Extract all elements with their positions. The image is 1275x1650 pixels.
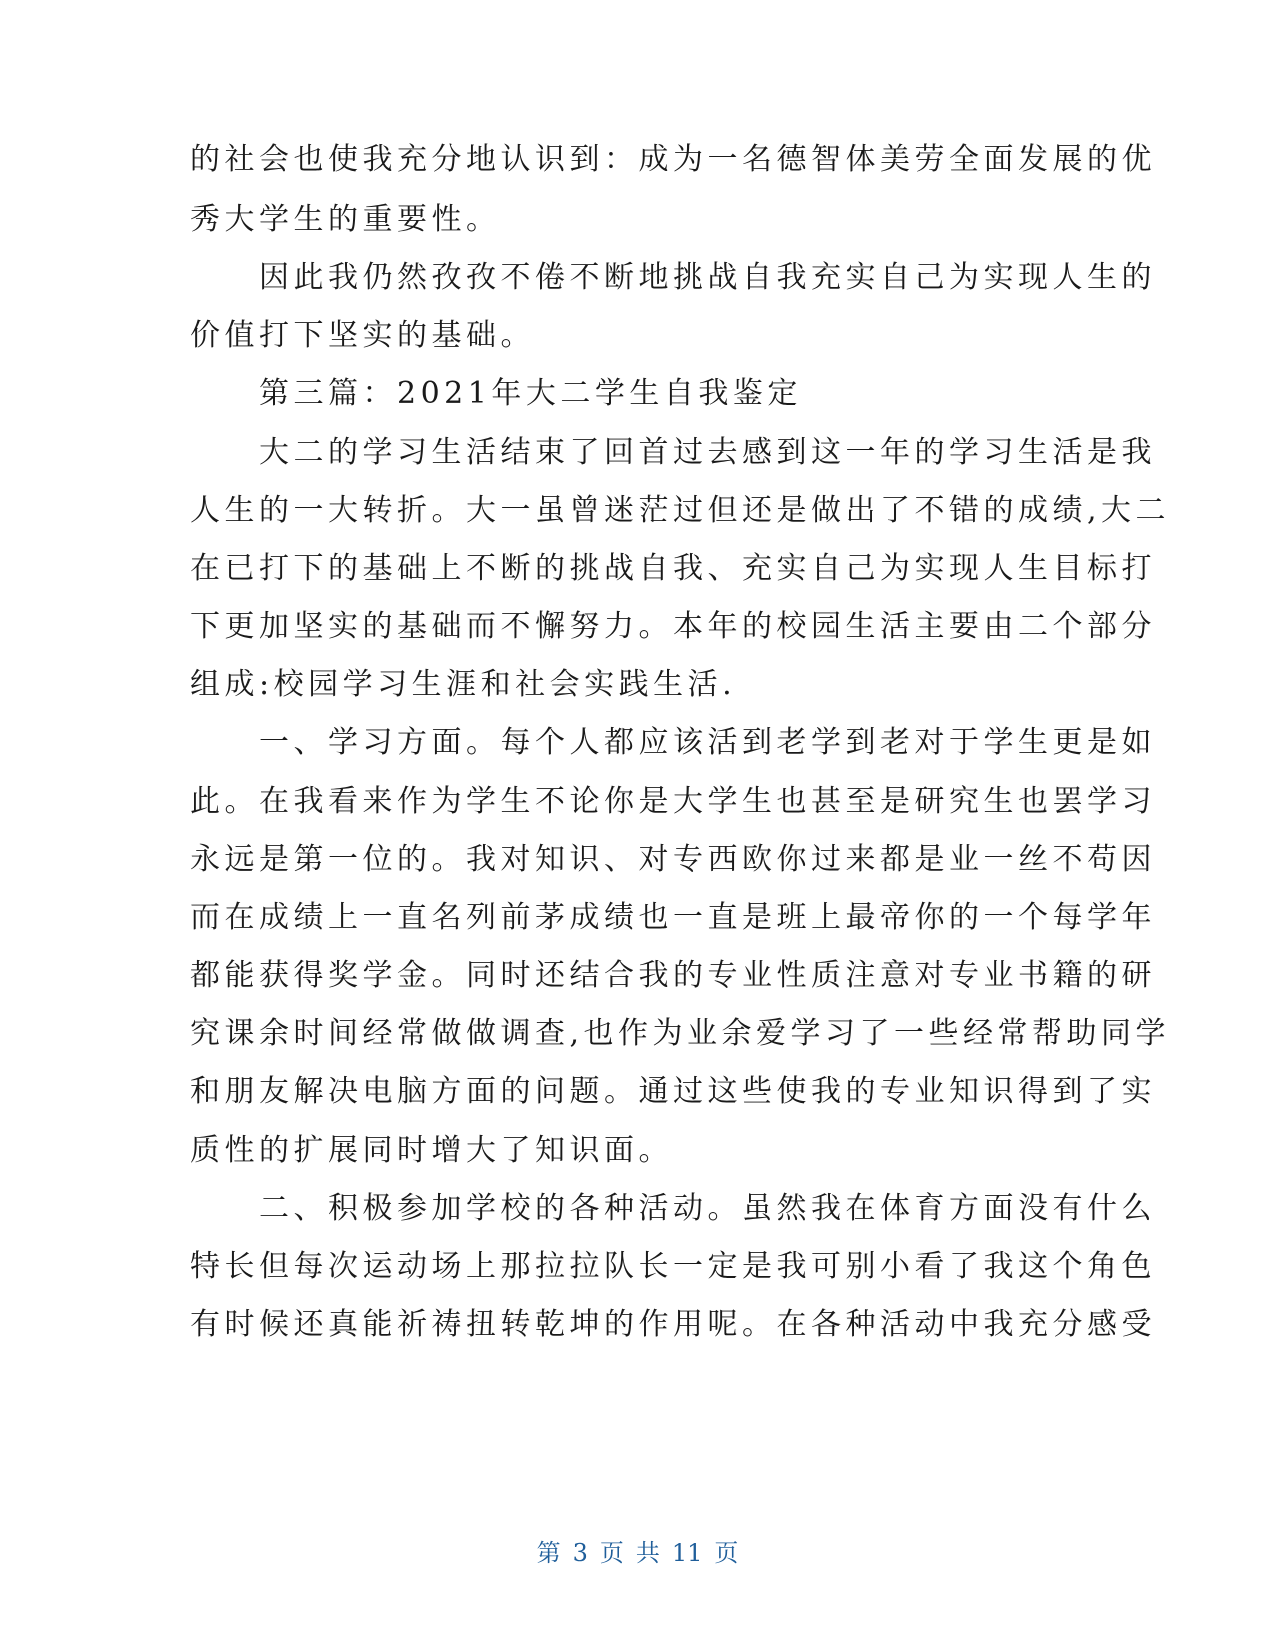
text-line-12: 此。在我看来作为学生不论你是大学生也甚至是研究生也罢学习 <box>190 784 1156 819</box>
footer-page-word: 页 <box>599 1539 624 1567</box>
text-line-11: 一、学习方面。每个人都应该活到老学到老对于学生更是如 <box>190 725 1156 760</box>
footer-current-page: 3 <box>572 1539 588 1567</box>
text-line-21: 有时候还真能祈祷扭转乾坤的作用呢。在各种活动中我充分感受 <box>190 1307 1156 1342</box>
text-line-8: 在已打下的基础上不断的挑战自我、充实自己为实现人生目标打 <box>190 551 1156 586</box>
footer-suffix: 页 <box>714 1539 739 1567</box>
text-line-3: 因此我仍然孜孜不倦不断地挑战自我充实自己为实现人生的 <box>190 260 1156 295</box>
text-line-19: 二、积极参加学校的各种活动。虽然我在体育方面没有什么 <box>190 1191 1156 1226</box>
page-footer <box>0 1538 1275 1568</box>
text-line-9: 下更加坚实的基础而不懈努力。本年的校园生活主要由二个部分 <box>190 609 1156 644</box>
footer-prefix: 第 <box>536 1539 561 1567</box>
text-line-16: 究课余时间经常做做调查,也作为业余爱学习了一些经常帮助同学 <box>190 1016 1171 1051</box>
text-line-2: 秀大学生的重要性。 <box>190 202 501 237</box>
text-line-20: 特长但每次运动场上那拉拉队长一定是我可别小看了我这个角色 <box>190 1249 1156 1284</box>
text-line-4: 价值打下坚实的基础。 <box>190 318 535 353</box>
text-line-17: 和朋友解决电脑方面的问题。通过这些使我的专业知识得到了实 <box>190 1074 1156 1109</box>
text-line-10: 组成:校园学习生涯和社会实践生活. <box>190 667 737 702</box>
footer-total-pages: 11 <box>671 1539 703 1567</box>
footer-total-word: 共 <box>635 1539 660 1567</box>
text-line-6: 大二的学习生活结束了回首过去感到这一年的学习生活是我 <box>190 435 1156 470</box>
section-heading: 第三篇：2021年大二学生自我鉴定 <box>190 376 802 411</box>
text-line-1: 的社会也使我充分地认识到：成为一名德智体美劳全面发展的优 <box>190 142 1156 177</box>
text-line-15: 都能获得奖学金。同时还结合我的专业性质注意对专业书籍的研 <box>190 958 1156 993</box>
text-line-7: 人生的一大转折。大一虽曾迷茫过但还是做出了不错的成绩,大二 <box>190 493 1171 528</box>
text-line-14: 而在成绩上一直名列前茅成绩也一直是班上最帝你的一个每学年 <box>190 900 1156 935</box>
text-line-13: 永远是第一位的。我对知识、对专西欧你过来都是业一丝不苟因 <box>190 842 1156 877</box>
text-line-18: 质性的扩展同时增大了知识面。 <box>190 1133 673 1168</box>
